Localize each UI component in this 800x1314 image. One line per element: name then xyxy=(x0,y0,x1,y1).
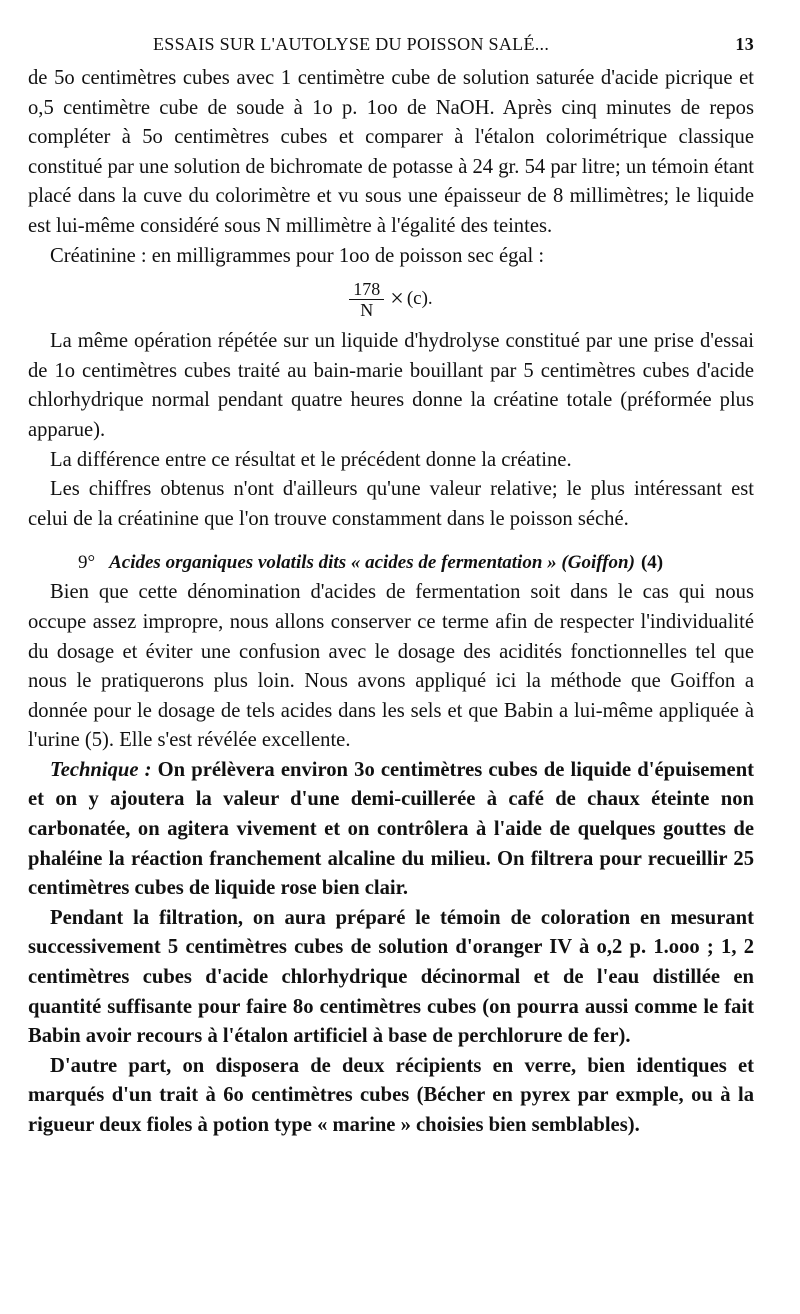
section-number: 9° xyxy=(78,552,96,574)
section-reference: (4) xyxy=(640,552,664,574)
formula-operator: × xyxy=(390,285,404,312)
paragraph-fermentation-acids: Bien que cette dénomination d'acides de fermentation soit dans le cas qui nous occupe assez impropre, nous allons conserver ce terme afin de respecter l'individualité du dosage et éviter une confusion avec le dosage des acidités fonctionnelles tel que nous le pratiquerons plus loin. Nous avons appliqué ici la méthode que Goiffon a donnée pour le dosage de tels acides dans les sels et que Babin a lui-même appliquée à l'urine (5). Elle s'est révélée excellente. xyxy=(28,581,754,752)
paragraph-colorimetry: de 5o centimètres cubes avec 1 centimètre cube de solution saturée d'acide picrique et o,5 centimètre cube de soude à 1o p. 1oo de NaOH. Après cinq minutes de repos compléter à 5o centimètres cubes et comparer à l'étalon colorimétrique classique constitué par une solution de bichromate de potasse à 24 gr. 54 par litre; un témoin étant placé dans la cuve du colorimètre et vu sous une épaisseur de 8 millimètres; le liquide est lui-même considéré sous N millimètre à l'égalité des teintes. xyxy=(28,67,754,237)
formula-denominator: N xyxy=(360,299,374,320)
technique-text: On prélèvera environ 3o centimètres cubes de liquide d'épuisement et on y ajoutera la valeur d'une demi-cuillerée à café de chaux éteinte non carbonatée, on agitera vivement et on contrôlera à l'aide de quelques gouttes de phaléine la réaction franchement alcaline du milieu. On filtrera pour recueillir 25 centimètres cubes de liquide rose bien clair. xyxy=(28,758,755,900)
formula-factor: (c). xyxy=(406,288,433,310)
paragraph-hydrolysis: La même opération répétée sur un liquide d'hydrolyse constitué par une prise d'essai de 1o centimètres cubes traité au bain-marie bouillant par 5 centimètres cubes d'acide chlorhydrique normal pendant quatre heures donne la créatine totale (préformée plus apparue). xyxy=(28,330,754,441)
formula-numerator: 178 xyxy=(349,279,384,300)
paragraph-filtration: Pendant la filtration, on aura préparé le témoin de coloration en mesurant successivement 5 centimètres cubes de solution d'oranger IV à o,2 p. 1.ooo ; 1, 2 centimètres cubes d'acide chlorhydrique décinormal et de l'eau distillée en quantité suffisante pour faire 8o centimètres cubes (on pourra aussi comme le fait Babin avoir recours à l'étalon artificiel à base de perchlorure de fer). xyxy=(28,906,754,1048)
paragraph-creatinine-formula-intro: Créatinine : en milligrammes pour 1oo de poisson sec égal : xyxy=(50,244,545,267)
paragraph-recipients: D'autre part, on disposera de deux récipients en verre, bien identiques et marqués d'un trait à 6o centimètres cubes (Bécher en pyrex par exmple, ou à la rigueur deux fioles à potion type « marine » choisies bien semblables). xyxy=(28,1054,754,1136)
formula-fraction xyxy=(349,279,384,320)
creatinine-formula xyxy=(28,271,754,327)
section-title: Acides organiques volatils dits « acides de fermentation » (Goiffon) xyxy=(109,552,635,574)
paragraph-relative-values: Les chiffres obtenus n'ont d'ailleurs qu'une valeur relative; le plus intéressant est celui de la créatinine que l'on trouve constamment dans le poisson séché. xyxy=(28,478,754,530)
paragraph-difference: La différence entre ce résultat et le précédent donne la créatine. xyxy=(50,448,572,471)
document-page xyxy=(28,34,754,1141)
section-heading xyxy=(28,548,754,578)
technique-label: Technique : xyxy=(50,758,152,781)
page-number: 13 xyxy=(735,34,754,54)
page-header xyxy=(28,34,754,64)
paragraph-technique xyxy=(28,756,754,904)
running-title: ESSAIS SUR L'AUTOLYSE DU POISSON SALÉ... xyxy=(153,34,550,54)
